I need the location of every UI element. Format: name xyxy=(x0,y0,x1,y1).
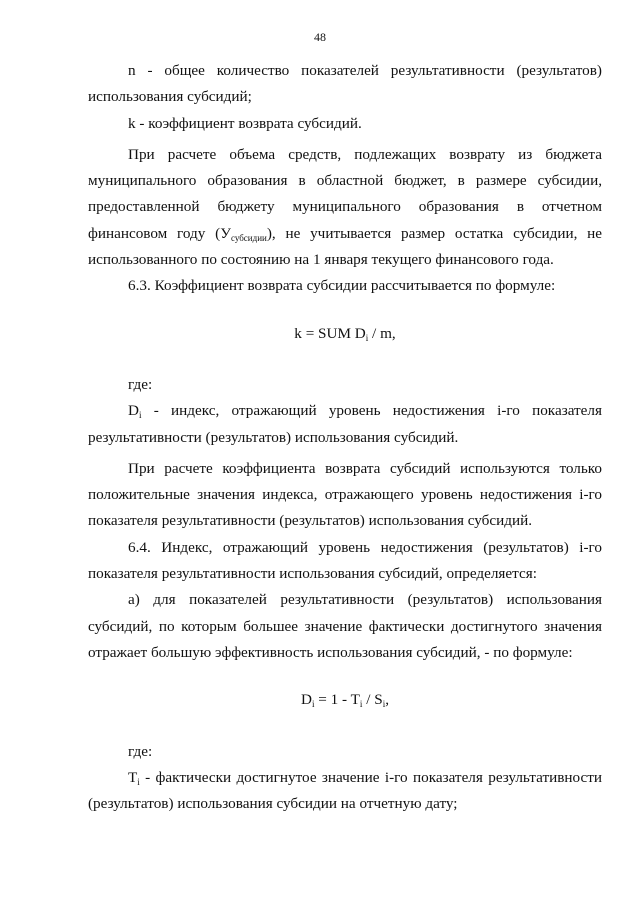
formula-di xyxy=(88,687,602,713)
paragraph-text: При расчете объема средств, подлежащих возврату из бюджета муниципального образования в областной бюджет, в размере субсидии, предоставленной бюджету муниципального образования в отчетном финансовом году (У xyxy=(88,145,602,242)
paragraph-refund-calculation xyxy=(88,142,602,273)
subscript: i xyxy=(359,699,363,710)
subscript: i xyxy=(138,410,142,421)
formula-text: / m, xyxy=(368,324,396,342)
paragraph-section-6-4: 6.4. Индекс, отражающий уровень недостижения (результатов) i-го показателя результативности использования субсидий, определяется: xyxy=(88,538,602,583)
paragraph-text: ), не учитывается размер остатка субсидии, не использованного по состоянию на 1 января текущего финансового года. xyxy=(88,224,603,269)
paragraph-positive-values: При расчете коэффициента возврата субсидий используются только положительные значения индекса, отражающего уровень недостижения i-го показателя результативности (результатов) использования субсидий. xyxy=(88,459,602,530)
formula-k xyxy=(88,321,602,347)
formula-text: k = SUM D xyxy=(294,324,366,342)
page-number: 48 xyxy=(314,30,326,44)
paragraph-section-6-3: 6.3. Коэффициент возврата субсидии рассчитывается по формуле: xyxy=(128,277,556,295)
subscript: i xyxy=(137,776,140,787)
paragraph-ti-definition xyxy=(88,765,602,818)
where-label: где: xyxy=(128,742,153,760)
formula-text: , xyxy=(385,691,389,709)
paragraph-text: - индекс, отражающий уровень недостижения i-го показателя результативности (результатов) использования субсидий. xyxy=(88,402,602,446)
subscript: субсидии xyxy=(230,232,267,243)
subscript: i xyxy=(365,332,369,343)
paragraph-text: - фактически достигнутое значение i-го показателя результативности (результатов) использования субсидии на отчетную дату; xyxy=(88,768,602,813)
subscript: i xyxy=(311,699,315,710)
document-body xyxy=(88,58,602,817)
formula-text: = 1 - T xyxy=(314,691,360,709)
subscript: i xyxy=(382,699,386,710)
paragraph-k-definition: k - коэффициент возврата субсидий. xyxy=(128,114,362,132)
paragraph-case-a: а) для показателей результативности (результатов) использования субсидий, по которым большее значение фактически достигнутого значения отражает большую эффективность использования субсидий, - по формуле: xyxy=(88,591,602,661)
paragraph-di-definition xyxy=(88,398,602,451)
paragraph-text: D xyxy=(128,402,139,420)
formula-text: D xyxy=(301,691,312,709)
paragraph-text: T xyxy=(128,768,138,786)
where-label: где: xyxy=(128,375,153,393)
formula-text: / S xyxy=(362,691,383,709)
paragraph-n-definition: n - общее количество показателей результативности (результатов) использования субсидий; xyxy=(88,62,602,106)
